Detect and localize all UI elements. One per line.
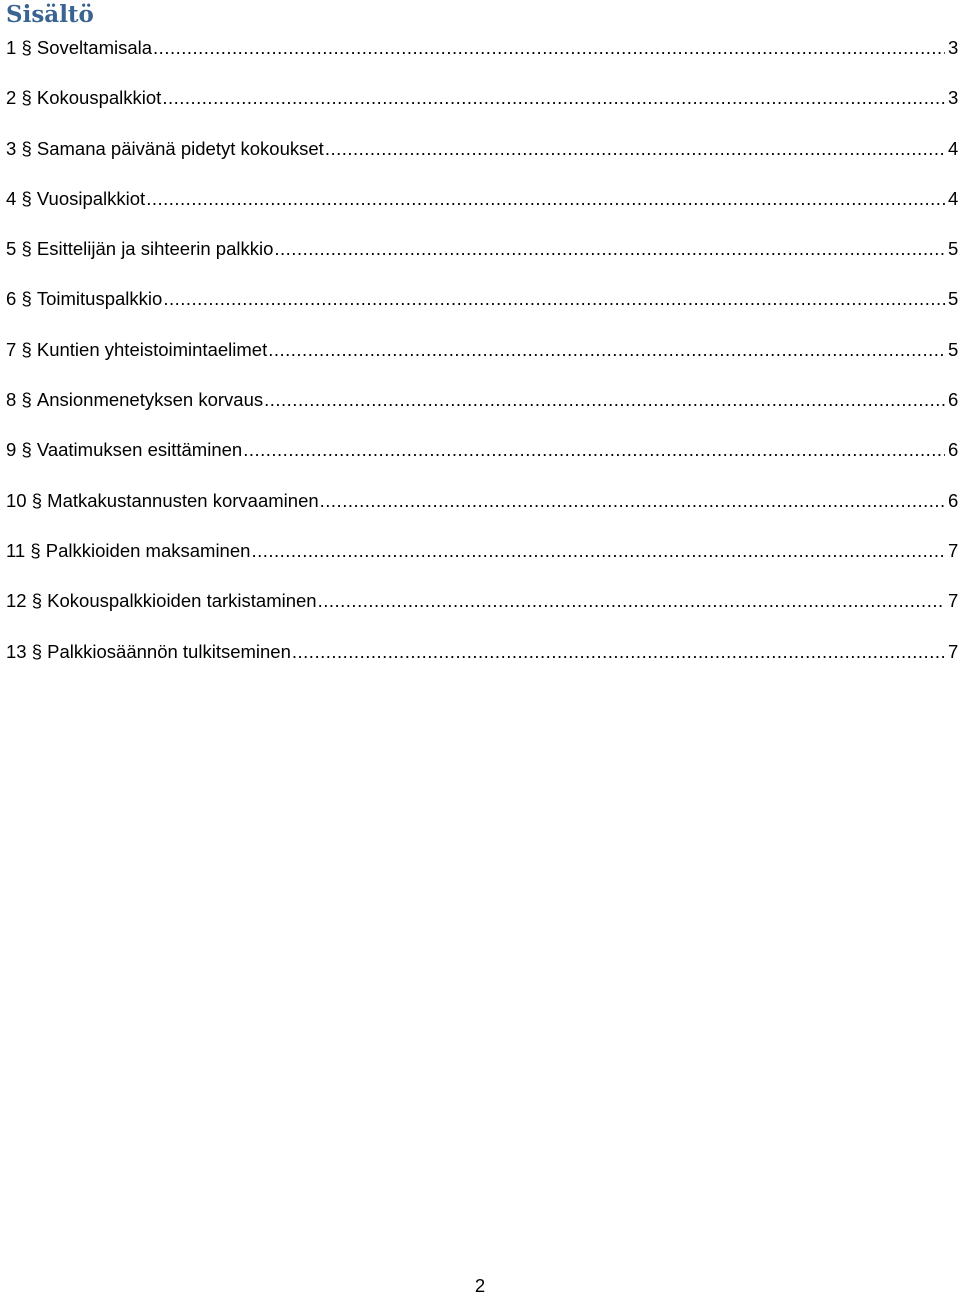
toc-entry-page: 7 [948,539,959,561]
dot-leader [162,83,945,113]
toc-entry-text: Matkakustannusten korvaaminen [47,489,319,511]
section-sign: § [21,439,32,461]
section-sign: § [31,489,43,511]
dot-leader [318,586,945,616]
toc-entry-number: 9 [6,439,17,461]
toc-entry-text: Vuosipalkkiot [36,187,146,209]
toc-entry-label [6,33,152,63]
dot-leader [292,637,945,667]
dot-leader [153,33,945,63]
section-sign: § [31,590,43,612]
toc-entry[interactable] [6,385,958,435]
dot-leader [274,234,945,264]
toc-entry-label [6,335,267,365]
toc-entry[interactable] [6,637,958,687]
toc-entry[interactable] [6,335,958,385]
toc-entry-text: Kokouspalkkioiden tarkistaminen [47,590,317,612]
dot-leader [320,486,945,516]
toc-entry-number: 1 [6,37,17,58]
section-sign: § [30,539,41,561]
toc-entry-text: Toimituspalkkio [36,288,163,310]
toc-entry-label [6,184,145,214]
toc-entry-page: 6 [948,389,959,411]
toc-entry-label [6,83,161,113]
toc-entry[interactable] [6,134,958,184]
toc-entry-number: 10 [6,489,27,511]
toc-entry-number: 8 [6,389,17,411]
section-sign: § [21,389,32,411]
dot-leader [251,536,945,566]
toc-entry-page: 6 [948,439,959,461]
toc-entry-label [6,486,319,516]
toc-entry-page: 3 [948,87,959,109]
dot-leader [243,435,945,465]
toc-entry-page: 4 [948,187,959,209]
dot-leader [325,134,945,164]
toc-entry-number: 5 [6,238,17,260]
toc-entry-label [6,435,242,465]
toc-entry-page: 5 [948,288,959,310]
toc-entry-page: 5 [948,238,959,260]
toc-entry-page: 6 [948,489,959,511]
section-sign: § [21,338,32,360]
toc-entry-label [6,234,273,264]
dot-leader [268,335,945,365]
toc-list [6,33,958,687]
toc-entry-label [6,134,324,164]
toc-entry-label [6,637,291,667]
section-sign: § [21,137,32,159]
section-sign: § [21,37,32,58]
toc-entry-text: Vaatimuksen esittäminen [36,439,243,461]
section-sign: § [31,640,43,662]
toc-title: Sisältö [6,1,94,28]
toc-entry-text: Kokouspalkkiot [36,87,162,109]
dot-leader [264,385,945,415]
toc-entry-text: Kuntien yhteistoimintaelimet [36,338,268,360]
toc-entry-number: 3 [6,137,17,159]
toc-entry-text: Palkkiosäännön tulkitseminen [47,640,291,662]
dot-leader [163,284,945,314]
toc-entry-label [6,536,250,566]
toc-entry[interactable] [6,586,958,636]
toc-entry[interactable] [6,536,958,586]
toc-entry-text: Palkkioiden maksaminen [45,539,251,561]
toc-entry-number: 12 [6,590,27,612]
toc-entry-number: 7 [6,338,17,360]
toc-entry-number: 4 [6,187,17,209]
toc-entry-page: 4 [948,137,959,159]
page-number: 2 [474,1275,486,1296]
toc-entry-text: Ansionmenetyksen korvaus [36,389,264,411]
dot-leader [146,184,945,214]
section-sign: § [21,187,32,209]
toc-entry-page: 7 [948,640,959,662]
section-sign: § [21,238,32,260]
toc-entry[interactable] [6,184,958,234]
toc-entry-page: 3 [948,37,959,58]
toc-entry-label [6,385,263,415]
toc-entry-text: Esittelijän ja sihteerin palkkio [36,238,274,260]
toc-entry[interactable] [6,33,958,83]
toc-entry-page: 7 [948,590,959,612]
toc-entry-number: 13 [6,640,27,662]
toc-entry[interactable] [6,284,958,334]
toc-entry-page: 5 [948,338,959,360]
section-sign: § [21,288,32,310]
toc-entry-number: 2 [6,87,17,109]
toc-entry-number: 6 [6,288,17,310]
section-sign: § [21,87,32,109]
toc-entry[interactable] [6,234,958,284]
toc-entry-number: 11 [6,539,26,561]
toc-entry[interactable] [6,83,958,133]
toc-entry-label [6,284,162,314]
toc-entry-text: Soveltamisala [36,37,153,58]
toc-entry[interactable] [6,435,958,485]
toc-entry[interactable] [6,486,958,536]
toc-entry-label [6,586,317,616]
toc-entry-text: Samana päivänä pidetyt kokoukset [36,137,324,159]
